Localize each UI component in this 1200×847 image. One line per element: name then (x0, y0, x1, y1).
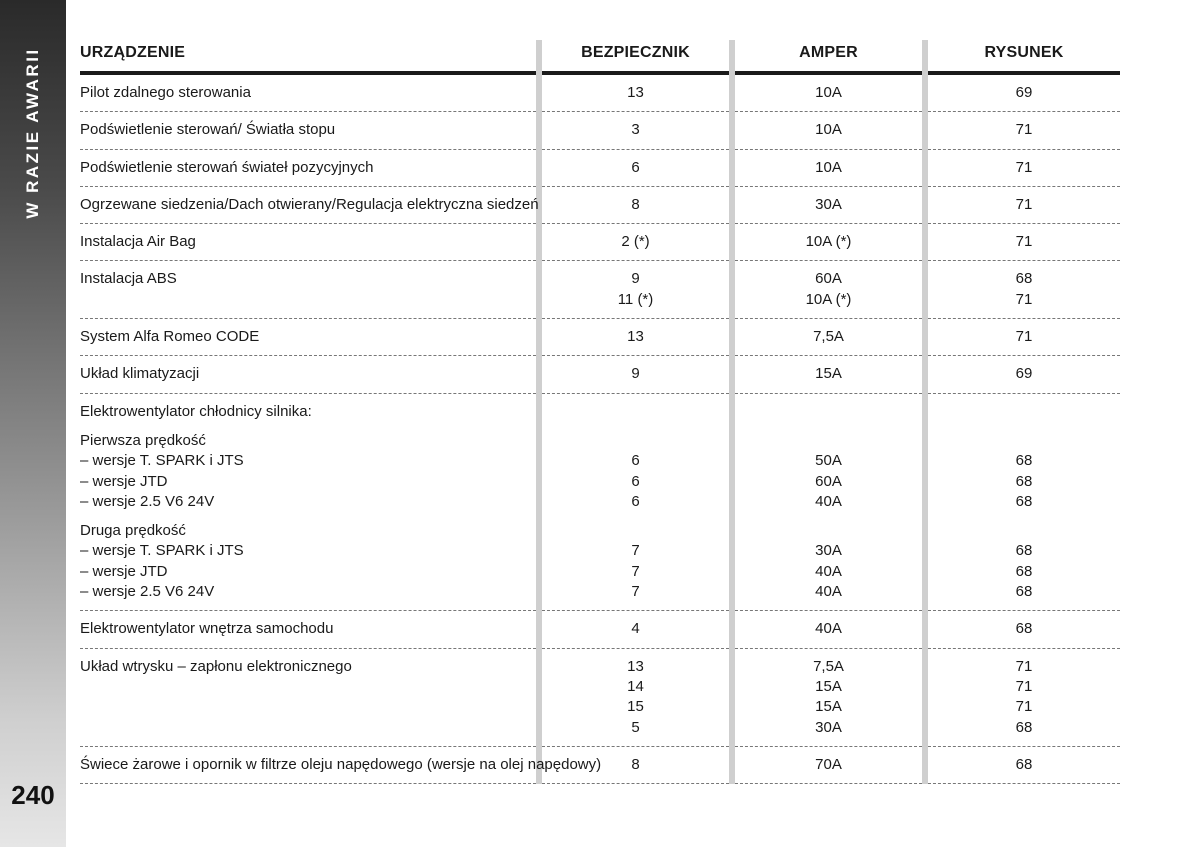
device-cell (80, 186, 539, 223)
cell-line (542, 422, 729, 431)
cell-line: 15A (815, 698, 842, 716)
cell-line: 40A (815, 562, 842, 580)
cell-line (542, 512, 729, 521)
cell-line: 69 (1015, 84, 1033, 101)
cell-line: 8 (631, 755, 640, 773)
table-row (80, 393, 1120, 611)
cell-line: 71 (1015, 657, 1033, 675)
cell-line: System Alfa Romeo CODE (80, 328, 260, 346)
cell-line: 10A (*) (805, 233, 852, 251)
cell-line: – wersje JTD (80, 472, 168, 490)
fuse-table-container (80, 40, 1120, 784)
device-cell (80, 393, 539, 611)
cell-line: – wersje T. SPARK i JTS (80, 542, 244, 560)
cell-line: – wersje 2.5 V6 24V (80, 583, 215, 601)
cell-line: Ogrzewane siedzenia/Dach otwierany/Regulacja elektryczna siedzeń (80, 195, 539, 213)
cell-line: 13 (627, 657, 644, 675)
device-cell (80, 261, 539, 319)
cell-line: 15A (815, 677, 842, 695)
figure-cell (925, 73, 1120, 112)
figure-cell (925, 319, 1120, 356)
ampere-cell (732, 356, 925, 393)
cell-line (80, 677, 536, 697)
cell-line: 40A (815, 620, 842, 638)
device-cell (80, 648, 539, 746)
cell-line: 71 (1015, 195, 1033, 213)
ampere-cell (732, 112, 925, 149)
cell-line: Druga prędkość (80, 522, 186, 540)
cell-line (735, 512, 922, 521)
cell-line: 13 (627, 84, 644, 101)
sidebar (0, 0, 66, 847)
cell-line (735, 422, 922, 431)
cell-line: 15 (627, 698, 644, 716)
cell-line: 5 (631, 718, 640, 736)
cell-line: 8 (631, 195, 640, 213)
cell-line (80, 718, 536, 738)
cell-line: 9 (631, 365, 640, 383)
device-cell (80, 356, 539, 393)
cell-line: – wersje 2.5 V6 24V (80, 492, 215, 510)
ampere-cell (732, 224, 925, 261)
table-row (80, 224, 1120, 261)
cell-line (928, 431, 1120, 451)
table-row (80, 648, 1120, 746)
cell-line: 50A (815, 452, 842, 470)
table-row (80, 356, 1120, 393)
cell-line: Podświetlenie sterowań/ Światła stopu (80, 121, 336, 139)
cell-line: 9 (631, 270, 640, 288)
cell-line: 71 (1015, 233, 1033, 251)
device-cell (80, 224, 539, 261)
fuse-cell (539, 73, 732, 112)
fuse-cell (539, 186, 732, 223)
cell-line: 71 (1015, 121, 1033, 139)
cell-line: 6 (631, 472, 640, 490)
ampere-cell (732, 319, 925, 356)
cell-line: Podświetlenie sterowań świateł pozycyjnych (80, 158, 374, 176)
figure-cell (925, 224, 1120, 261)
cell-line: 4 (631, 620, 640, 638)
figure-cell (925, 149, 1120, 186)
cell-line: Instalacja ABS (80, 270, 177, 288)
cell-line: 68 (1015, 755, 1033, 773)
cell-line: 68 (1015, 718, 1033, 736)
section-title: W RAZIE AWARII (23, 47, 42, 219)
header-fuse: BEZPIECZNIK (539, 40, 732, 73)
cell-line: 3 (631, 121, 640, 139)
page-number: 240 (11, 780, 55, 810)
table-row (80, 746, 1120, 783)
cell-line (80, 512, 536, 521)
ampere-cell (732, 261, 925, 319)
cell-line (542, 521, 729, 541)
table-body (80, 73, 1120, 784)
table-row (80, 149, 1120, 186)
cell-line (542, 431, 729, 451)
cell-line: 6 (631, 158, 640, 176)
ampere-cell (732, 73, 925, 112)
cell-line: 7 (631, 542, 640, 560)
cell-line (928, 512, 1120, 521)
cell-line: 68 (1015, 562, 1033, 580)
cell-line: 6 (631, 452, 640, 470)
cell-line: 60A (815, 472, 842, 490)
cell-line: 30A (815, 718, 842, 736)
cell-line: – wersje JTD (80, 562, 168, 580)
figure-cell (925, 261, 1120, 319)
cell-line: 71 (1015, 290, 1033, 308)
cell-line: 7 (631, 583, 640, 601)
cell-line: 15A (815, 365, 842, 383)
cell-line (928, 422, 1120, 431)
cell-line: Pierwsza prędkość (80, 431, 206, 449)
cell-line: 71 (1015, 677, 1033, 695)
cell-line: 68 (1015, 270, 1033, 288)
cell-line: Świece żarowe i opornik w filtrze oleju napędowego (wersje na olej napędowy) (80, 755, 602, 773)
cell-line: 6 (631, 492, 640, 510)
cell-line: 10A (815, 158, 842, 176)
cell-line: – wersje T. SPARK i JTS (80, 452, 244, 470)
ampere-cell (732, 611, 925, 648)
cell-line (735, 521, 922, 541)
cell-line: Układ klimatyzacji (80, 365, 200, 383)
cell-line: 2 (*) (621, 233, 650, 251)
cell-line: 30A (815, 195, 842, 213)
cell-line: 7 (631, 562, 640, 580)
cell-line (735, 431, 922, 451)
cell-line: Układ wtrysku – zapłonu elektronicznego (80, 657, 352, 675)
figure-cell (925, 356, 1120, 393)
fuse-table (80, 40, 1120, 784)
cell-line (928, 521, 1120, 541)
cell-line: 11 (*) (617, 290, 654, 308)
figure-cell (925, 186, 1120, 223)
cell-line: 14 (627, 677, 644, 695)
ampere-cell (732, 393, 925, 611)
cell-line: 71 (1015, 328, 1033, 346)
ampere-cell (732, 746, 925, 783)
cell-line: 68 (1015, 472, 1033, 490)
cell-line: 7,5A (813, 328, 844, 346)
fuse-cell (539, 393, 732, 611)
ampere-cell (732, 186, 925, 223)
fuse-cell (539, 611, 732, 648)
device-cell (80, 319, 539, 356)
cell-line (928, 402, 1120, 422)
cell-line: 40A (815, 492, 842, 510)
cell-line: 69 (1015, 365, 1033, 383)
cell-line: Instalacja Air Bag (80, 233, 196, 251)
fuse-cell (539, 149, 732, 186)
device-cell (80, 112, 539, 149)
cell-line: 40A (815, 583, 842, 601)
cell-line (80, 697, 536, 717)
cell-line: Pilot zdalnego sterowania (80, 84, 251, 101)
cell-line: 71 (1015, 158, 1033, 176)
cell-line: 30A (815, 542, 842, 560)
table-row (80, 73, 1120, 112)
cell-line: 10A (815, 84, 842, 101)
device-cell (80, 149, 539, 186)
figure-cell (925, 648, 1120, 746)
cell-line: 70A (815, 755, 842, 773)
table-row (80, 186, 1120, 223)
ampere-cell (732, 648, 925, 746)
table-row (80, 611, 1120, 648)
cell-line: 7,5A (813, 657, 844, 675)
device-cell (80, 73, 539, 112)
cell-line: Elektrowentylator chłodnicy silnika: (80, 402, 312, 420)
figure-cell (925, 611, 1120, 648)
cell-line: 10A (815, 121, 842, 139)
header-figure: RYSUNEK (925, 40, 1120, 73)
table-row (80, 261, 1120, 319)
device-cell (80, 611, 539, 648)
cell-line: 68 (1015, 492, 1033, 510)
cell-line: Elektrowentylator wnętrza samochodu (80, 620, 334, 638)
header-ampere: AMPER (732, 40, 925, 73)
cell-line: 68 (1015, 583, 1033, 601)
table-header-row (80, 40, 1120, 73)
fuse-cell (539, 648, 732, 746)
cell-line (80, 422, 536, 431)
cell-line: 60A (815, 270, 842, 288)
cell-line: 68 (1015, 620, 1033, 638)
fuse-cell (539, 224, 732, 261)
device-cell (80, 746, 602, 783)
cell-line: 10A (*) (805, 290, 852, 308)
cell-line (735, 402, 922, 422)
figure-cell (925, 393, 1120, 611)
table-row (80, 319, 1120, 356)
cell-line: 68 (1015, 452, 1033, 470)
fuse-cell (539, 112, 732, 149)
ampere-cell (732, 149, 925, 186)
table-row (80, 112, 1120, 149)
fuse-cell (539, 356, 732, 393)
cell-line (80, 290, 536, 310)
cell-line: 71 (1015, 698, 1033, 716)
header-device: URZĄDZENIE (80, 40, 539, 73)
cell-line: 68 (1015, 542, 1033, 560)
figure-cell (925, 746, 1120, 783)
figure-cell (925, 112, 1120, 149)
fuse-cell (539, 261, 732, 319)
fuse-cell (539, 319, 732, 356)
cell-line (542, 402, 729, 422)
cell-line: 13 (627, 328, 644, 346)
